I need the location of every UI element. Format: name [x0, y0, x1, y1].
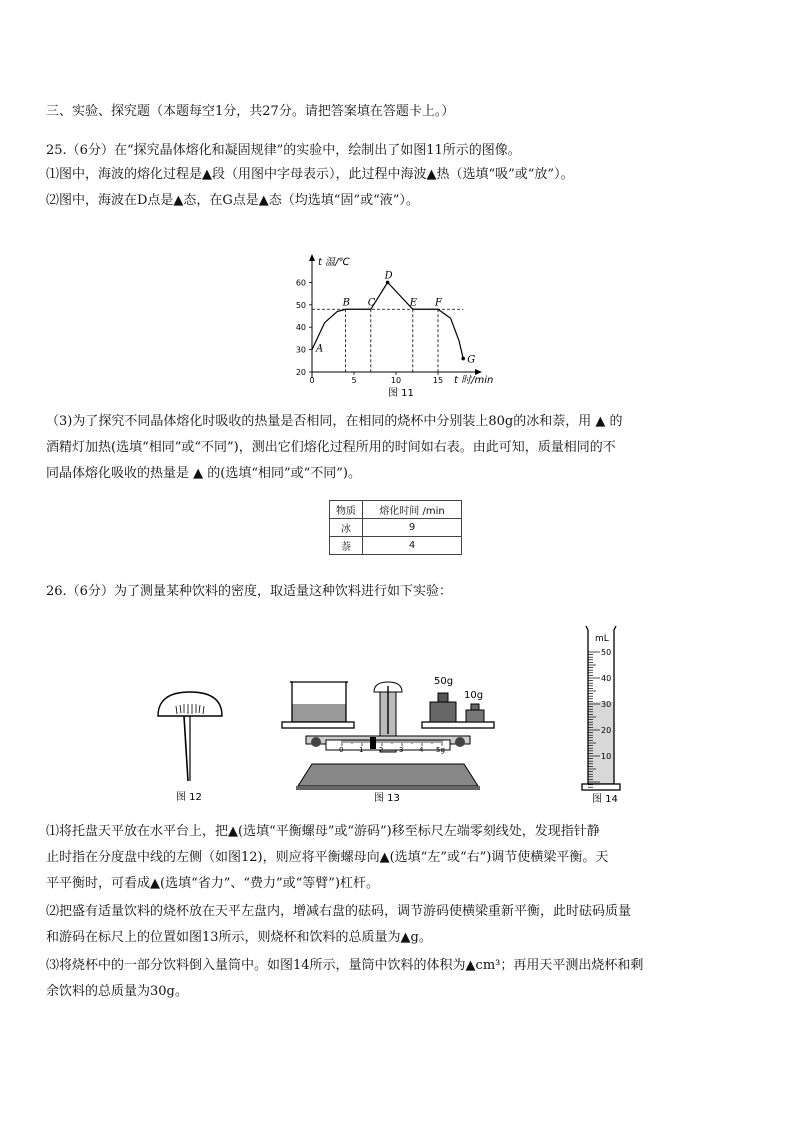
- cylinder-tick-label: 20: [601, 726, 612, 735]
- scale-number: 5g: [436, 746, 445, 754]
- point-label: F: [435, 297, 442, 309]
- cylinder-tick-label: 40: [601, 674, 612, 683]
- balance-base: [298, 764, 478, 786]
- q26-part1-line1: ⑴将托盘天平放在水平台上，把▲(选填“平衡螺母”或“游码”)移至标尺左端零刻线处，发现指针静: [46, 824, 600, 839]
- scale-number: 0: [339, 746, 344, 754]
- section-title: 三、实验、探究题（本题每空1分，共27分。请把答案填在答题卡上。）: [46, 104, 455, 119]
- weight-50g-label: 50g: [434, 676, 454, 687]
- point-label: G: [467, 354, 476, 366]
- y-axis-arrow-icon: [309, 254, 315, 261]
- point-label: A: [316, 343, 324, 355]
- weight-50g-icon: [430, 693, 456, 722]
- temperature-curve: [312, 282, 463, 358]
- q26-part2-line2: 和游码在标尺上的位置如图13所示，则烧杯和饮料的总质量为▲g。: [46, 930, 432, 945]
- base-foot: [296, 786, 480, 790]
- chart-title: 图 11: [388, 388, 414, 399]
- q25-part3-line2: 酒精灯加热(选填“相同”或“不同”)，测出它们熔化过程所用的时间如右表。由此可知，质量相同的不: [46, 440, 616, 455]
- q26-part3-line1: ⑶将烧杯中的一部分饮料倒入量筒中。如图14所示，量筒中饮料的体积为▲cm³；再用天平测出烧杯和剩: [46, 958, 644, 973]
- melting-chart: [290, 250, 510, 400]
- q26-part1-line2: 止时指在分度盘中线的左侧（如图12)，则应将平衡螺母向▲(选填“左”或“右”)调节使横梁平衡。天: [46, 850, 609, 865]
- y-tick-label: 50: [295, 300, 306, 310]
- melting-time-table: [329, 500, 462, 555]
- rider-icon: [370, 737, 376, 749]
- figure-14-cylinder: [578, 622, 638, 806]
- scale-number: 1: [359, 746, 364, 754]
- weight-10g-icon: [466, 704, 484, 722]
- table-header: 熔化时间 /min: [363, 501, 462, 519]
- y-tick-label: 60: [295, 278, 306, 288]
- q26-intro: 26.（6分）为了测量某种饮料的密度，取适量这种饮料进行如下实验：: [46, 584, 452, 599]
- table-row: [330, 537, 462, 555]
- left-pan: [282, 722, 354, 728]
- scale-number: 3: [399, 746, 404, 754]
- x-tick-label: 0: [309, 376, 315, 385]
- table-row: [330, 519, 462, 537]
- right-pan: [422, 722, 494, 728]
- q26-part2-line1: ⑵把盛有适量饮料的烧杯放在天平左盘内，增减右盘的砝码，调节游码使横梁重新平衡，此时砝码质量: [46, 904, 632, 919]
- x-tick-label: 5: [351, 376, 357, 385]
- cylinder-tick-label: 10: [601, 752, 612, 761]
- table-cell: 萘: [330, 537, 363, 555]
- q25-intro: 25.（6分）在“探究晶体熔化和凝固规律”的实验中，绘制出了如图11所示的图像。: [46, 143, 521, 158]
- y-tick-label: 30: [295, 345, 306, 355]
- point-label: B: [342, 297, 350, 309]
- point-label: C: [367, 297, 376, 309]
- table-cell: 9: [363, 519, 462, 537]
- data-point: [461, 357, 465, 361]
- scale-number: 4: [419, 746, 424, 754]
- left-balance-nut-icon: [311, 737, 321, 747]
- dial-plate: [158, 692, 222, 716]
- right-balance-nut-icon: [455, 737, 465, 747]
- cylinder-tick-label: 50: [601, 648, 612, 657]
- table-header: 物质: [330, 501, 363, 519]
- scale-number: 2: [379, 746, 384, 754]
- q25-part2: ⑵图中，海波在D点是▲态，在G点是▲态（均选填“固”或“液”）。: [46, 193, 419, 208]
- y-tick-label: 40: [295, 323, 306, 333]
- point-label: E: [409, 297, 418, 309]
- fig12-caption: 图 12: [176, 792, 202, 803]
- table-cell: 冰: [330, 519, 363, 537]
- x-axis-label: t 时/min: [454, 375, 494, 386]
- y-tick-label: 20: [295, 368, 306, 377]
- q26-part3-line2: 余饮料的总质量为30g。: [46, 984, 188, 999]
- point-label: D: [384, 270, 393, 282]
- q25-part1: ⑴图中，海波的熔化过程是▲段（用图中字母表示），此过程中海波▲热（选填“吸”或“放”）。: [46, 167, 574, 182]
- cylinder-tick-label: 30: [601, 700, 612, 709]
- q26-part1-line3: 平平衡时，可看成▲(选填“省力”、“费力”或“等臂”)杠杆。: [46, 876, 380, 891]
- q25-part3-line1: （3)为了探究不同晶体熔化时吸收的热量是否相同，在相同的烧杯中分别装上80g的冰和萘，用 ▲ 的: [46, 414, 623, 429]
- q25-part3-line3: 同晶体熔化吸收的热量是 ▲ 的(选填“相同”或“不同”)。: [46, 466, 361, 481]
- cylinder-base: [582, 784, 620, 790]
- figure-13-balance: [276, 664, 500, 806]
- figure-12-dial: [150, 686, 230, 806]
- beaker-icon: [290, 682, 348, 722]
- table-header-row: [330, 501, 462, 519]
- y-axis-label: t 温/℃: [318, 257, 350, 268]
- fig14-caption: 图 14: [592, 794, 618, 805]
- fig13-caption: 图 13: [374, 793, 400, 804]
- x-tick-label: 10: [390, 376, 402, 385]
- x-tick-label: 15: [432, 376, 444, 385]
- table-cell: 4: [363, 537, 462, 555]
- weight-10g-label: 10g: [464, 690, 484, 701]
- dial-pointer-icon: [184, 716, 188, 781]
- cylinder-unit: mL: [595, 634, 609, 644]
